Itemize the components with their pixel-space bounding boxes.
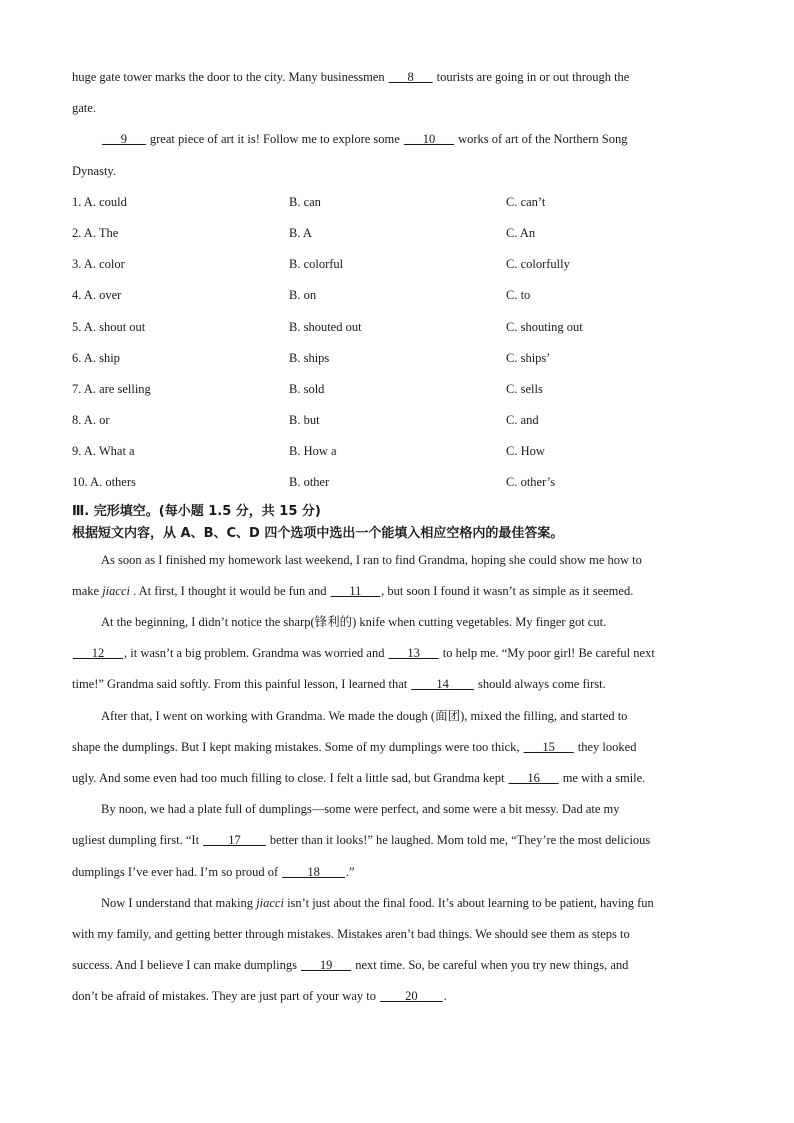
passage-text: Dynasty. xyxy=(72,163,116,178)
option-b: B. shouted out xyxy=(289,319,362,334)
answer-blank: ___11___ xyxy=(330,583,381,598)
option-row xyxy=(72,374,724,405)
passage-line xyxy=(72,919,724,950)
option-b: B. ships xyxy=(289,350,330,365)
option-a: 9. A. What a xyxy=(72,444,135,459)
passage-line xyxy=(72,732,724,763)
passage-text: By noon, we had a plate full of dumplings—some were perfect, and some were a bit messy. Dad ate my xyxy=(101,802,620,817)
option-c: C. other’s xyxy=(506,475,556,490)
passage-line xyxy=(72,576,724,607)
passage-line xyxy=(72,669,724,700)
option-b: B. other xyxy=(289,475,330,490)
option-c: C. to xyxy=(506,288,531,303)
option-row xyxy=(72,218,724,249)
passage-line xyxy=(72,981,724,1012)
section-title: Ⅲ. 完形填空。(每小题 1.5 分，共 15 分) xyxy=(72,503,321,519)
passage-line xyxy=(72,156,724,187)
option-a: 3. A. color xyxy=(72,257,125,272)
answer-blank: ___15___ xyxy=(523,739,574,754)
passage-text: .” xyxy=(345,864,355,879)
option-row xyxy=(72,405,724,436)
option-a: 10. A. others xyxy=(72,475,136,490)
passage-line xyxy=(72,62,724,93)
option-a: 6. A. ship xyxy=(72,350,120,365)
option-a: 4. A. over xyxy=(72,288,122,303)
option-c: C. can’t xyxy=(506,194,546,209)
passage-text: to help me. “My poor girl! Be careful next xyxy=(439,646,655,661)
passage-text: works of art of the Northern Song xyxy=(454,132,628,147)
passage-text: should always come first. xyxy=(474,677,606,692)
option-c: C. colorfully xyxy=(506,257,570,272)
section-instruction: 根据短文内容，从 A、B、C、D 四个选项中选出一个能填入相应空格内的最佳答案。 xyxy=(72,525,564,541)
passage-text: with my family, and getting better through mistakes. Mistakes aren’t bad things. We should see them as steps to xyxy=(72,926,630,941)
answer-blank: ____18____ xyxy=(282,864,345,879)
passage-text: they looked xyxy=(574,739,637,754)
option-row xyxy=(72,280,724,311)
passage-text: don’t be afraid of mistakes. They are just part of your way to xyxy=(72,989,380,1004)
passage-text: gate. xyxy=(72,101,96,116)
passage-text: , it wasn’t a big problem. Grandma was worried and xyxy=(124,646,388,661)
option-b: B. sold xyxy=(289,381,325,396)
option-b: B. but xyxy=(289,413,320,428)
italic-term: jiacci xyxy=(256,895,284,910)
option-a: 1. A. could xyxy=(72,194,127,209)
passage-text: Now I understand that making xyxy=(101,895,257,910)
options-list xyxy=(72,187,724,499)
answer-blank: ___13___ xyxy=(388,646,439,661)
passage-text: great piece of art it is! Follow me to explore some xyxy=(146,132,403,147)
answer-blank: ____20____ xyxy=(380,989,443,1004)
option-row xyxy=(72,312,724,343)
cloze-passage xyxy=(72,545,724,1013)
passage-text: After that, I went on working with Grandma. We made the dough (面团), mixed the filling, and started to xyxy=(101,708,628,723)
answer-blank: ___19___ xyxy=(301,958,352,973)
passage-text: huge gate tower marks the door to the city. Many businessmen xyxy=(72,70,388,84)
option-c: C. An xyxy=(506,225,536,240)
option-row xyxy=(72,249,724,280)
passage-text: better than it looks!” he laughed. Mom told me, “They’re the most delicious xyxy=(266,833,651,848)
passage-text: success. And I believe I can make dumplings xyxy=(72,958,301,973)
passage-line xyxy=(72,545,724,576)
option-row xyxy=(72,343,724,374)
passage-text: time!” Grandma said softly. From this painful lesson, I learned that xyxy=(72,677,411,692)
answer-blank: ___8___ xyxy=(388,70,433,84)
option-c: C. shouting out xyxy=(506,319,583,334)
passage-text: . xyxy=(443,989,447,1004)
option-row xyxy=(72,467,724,498)
option-c: C. and xyxy=(506,413,539,428)
option-c: C. ships’ xyxy=(506,350,551,365)
answer-blank: ___10___ xyxy=(403,132,454,147)
answer-blank: ___9___ xyxy=(102,132,146,147)
option-a: 2. A. The xyxy=(72,225,119,240)
option-a: 7. A. are selling xyxy=(72,381,151,396)
passage-text: dumplings I’ve ever had. I’m so proud of xyxy=(72,864,282,879)
passage-text: next time. So, be careful when you try new things, and xyxy=(352,958,629,973)
passage-line xyxy=(72,124,724,155)
passage-text: shape the dumplings. But I kept making mistakes. Some of my dumplings were too thick, xyxy=(72,739,523,754)
passage-line xyxy=(72,825,724,856)
option-b: B. How a xyxy=(289,444,337,459)
answer-blank: ____14____ xyxy=(411,677,474,692)
passage-text: ugly. And some even had too much filling to close. I felt a little sad, but Grandma kept xyxy=(72,770,508,785)
passage-text: At the beginning, I didn’t notice the sharp(锋利的) knife when cutting vegetables. My finger got cut. xyxy=(101,615,607,629)
option-a: 5. A. shout out xyxy=(72,319,146,334)
passage-text: make xyxy=(72,583,103,598)
passage-line xyxy=(72,701,724,732)
passage-text: . At first, I thought it would be fun and xyxy=(129,583,330,598)
passage-text: , but soon I found it wasn’t as simple as it seemed. xyxy=(381,583,634,598)
option-row xyxy=(72,187,724,218)
passage-text: me with a smile. xyxy=(559,770,646,785)
passage-text: As soon as I finished my homework last weekend, I ran to find Grandma, hoping she could show me how to xyxy=(101,552,642,567)
passage-line xyxy=(72,93,724,124)
answer-blank: ___16___ xyxy=(508,770,559,785)
option-c: C. sells xyxy=(506,381,543,396)
document-page xyxy=(72,62,724,1012)
passage-text: tourists are going in or out through the xyxy=(433,70,630,84)
passage-text: ugliest dumpling first. “It xyxy=(72,833,203,848)
passage-line xyxy=(72,794,724,825)
passage-text: isn’t just about the final food. It’s about learning to be patient, having fun xyxy=(283,895,654,910)
option-b: B. A xyxy=(289,225,312,240)
answer-blank: ___12___ xyxy=(73,646,123,661)
option-b: B. colorful xyxy=(289,257,344,272)
passage-line xyxy=(72,888,724,919)
passage-line xyxy=(72,607,724,638)
option-b: B. can xyxy=(289,194,321,209)
passage-line xyxy=(72,763,724,794)
answer-blank: ____17____ xyxy=(203,833,266,848)
option-c: C. How xyxy=(506,444,545,459)
passage-line xyxy=(72,638,724,669)
option-b: B. on xyxy=(289,288,317,303)
passage-line xyxy=(72,950,724,981)
option-row xyxy=(72,436,724,467)
option-a: 8. A. or xyxy=(72,413,110,428)
italic-term: jiacci xyxy=(102,583,130,598)
passage-line xyxy=(72,857,724,888)
